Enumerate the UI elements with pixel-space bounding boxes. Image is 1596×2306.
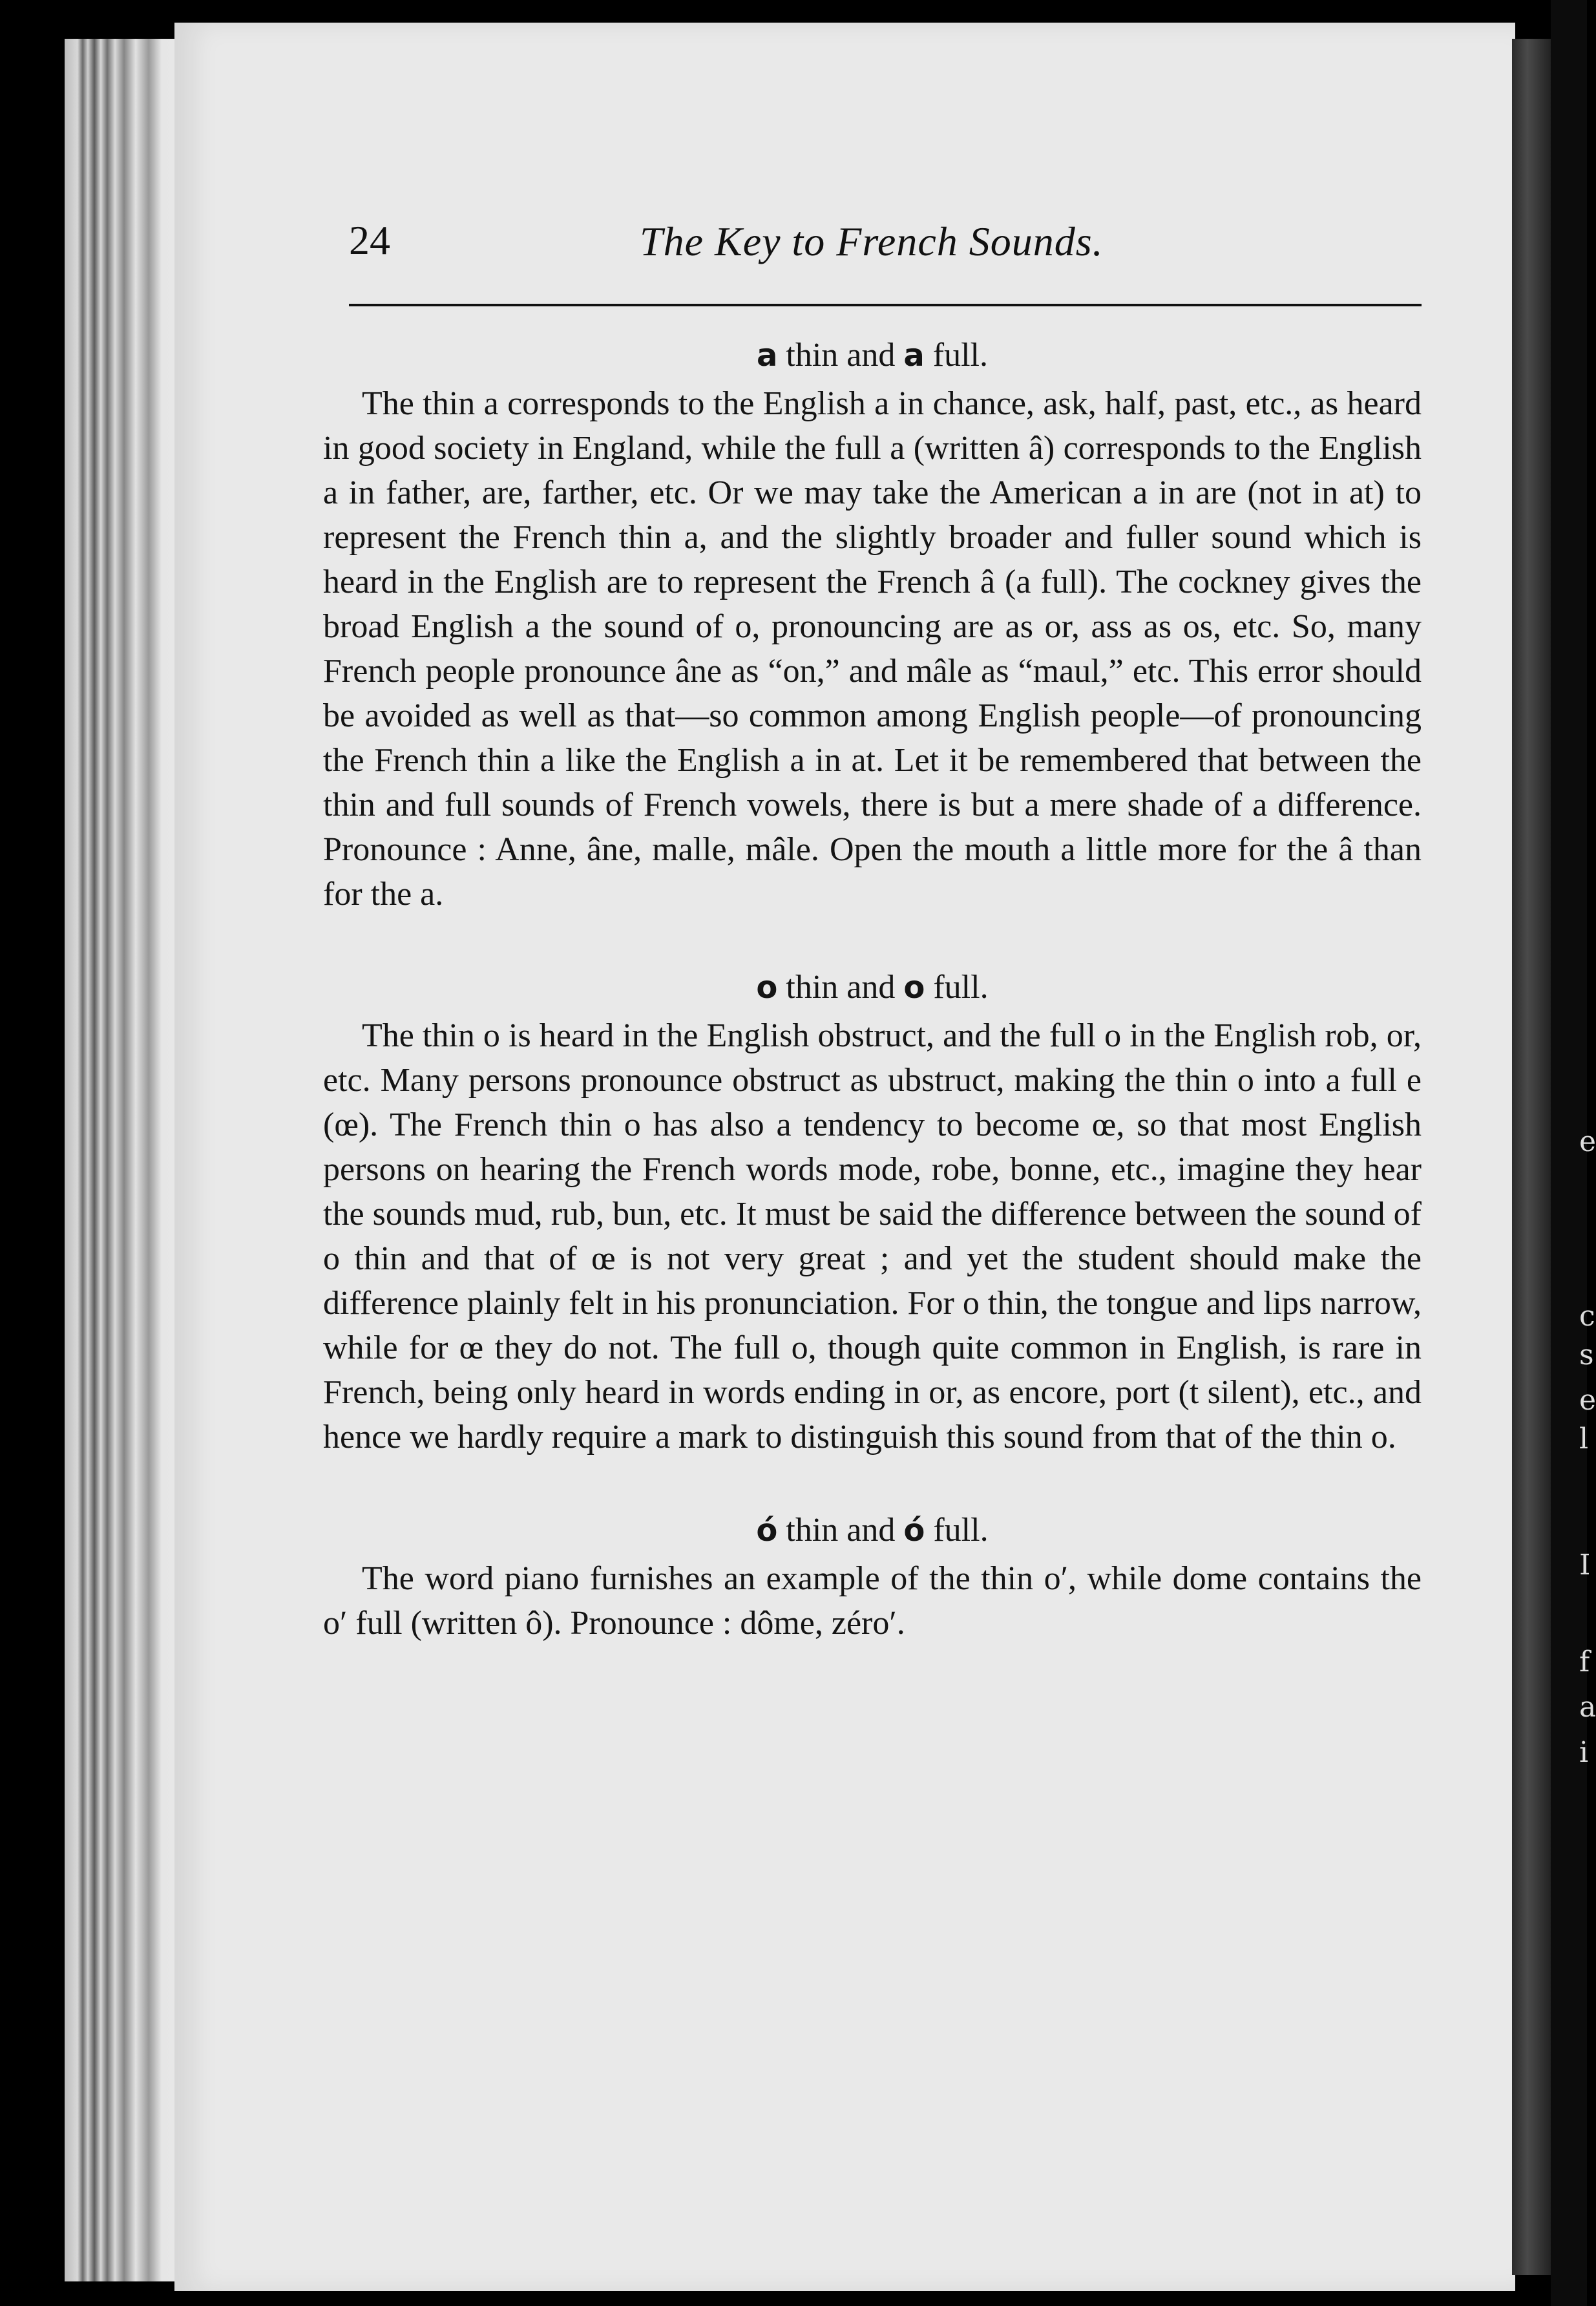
margin-glyph: e (1579, 1125, 1596, 1158)
margin-glyph: c (1579, 1300, 1595, 1333)
paragraph-o-accent: The word piano furnishes an example of the thin o′, while dome contains the o′ full (written ô). Pronounce : dôme, zéro′. (323, 1560, 1422, 1642)
section-heading-o-accent: ó thin and ó full. (756, 1512, 989, 1549)
page-body (323, 330, 1422, 1645)
facing-page-strip (1551, 0, 1596, 2306)
margin-glyph: s (1579, 1338, 1594, 1371)
margin-glyph: a (1579, 1691, 1596, 1724)
margin-glyph: l (1579, 1423, 1589, 1455)
section-heading-a: a thin and a full. (757, 337, 988, 374)
margin-glyph: I (1579, 1549, 1591, 1581)
header-rule (349, 304, 1422, 306)
section-heading-o: o thin and o full. (756, 969, 989, 1006)
page-header (349, 217, 1422, 288)
margin-glyph: e (1579, 1384, 1596, 1417)
margin-glyph: i (1579, 1736, 1589, 1769)
binding-gutter (1512, 39, 1551, 2275)
paragraph-a: The thin a corresponds to the English a in chance, ask, half, past, etc., as heard in good society in England, while the full a (written â) corresponds to the English a in father, are, farther, etc. Or we may take the American a in are (not in at) to represent the French thin a, and the slightly broader and fuller sound which is heard in the English are to represent the French â (a full). The cockney gives the broad English a the sound of o, pronouncing are as or, ass as os, etc. So, many French people pronounce âne as “on,” and mâle as “maul,” etc. This error should be avoided as well as that—so common among English people—of pronouncing the French thin a like the English a in at. Let it be remembered that between the thin and full sounds of French vowels, there is but a mere shade of a difference. Pronounce : Anne, âne, malle, mâle. Open the mouth a little more for the â than for the a. (323, 385, 1422, 913)
running-title: The Key to French Sounds. (640, 218, 1104, 264)
page-number: 24 (349, 217, 390, 263)
margin-glyph: f (1579, 1645, 1590, 1678)
paragraph-o: The thin o is heard in the English obstruct, and the full o in the English rob, or, etc. Many persons pronounce obstruct as ubstruct, making the thin o into a full e (œ). The French thin o has also a tendency to become œ, so that most English persons on hearing the French words mode, robe, bonne, etc., imagine they hear the sounds mud, rub, bun, etc. It must be said the difference between the sound of o thin and that of œ is not very great ; and yet the student should make the difference plainly felt in his pronunciation. For o thin, the tongue and lips narrow, while for œ they do not. The full o, though quite common in English, is rare in French, being only heard in words ending in or, as encore, port (t silent), etc., and hence we hardly require a mark to distinguish this sound from that of the thin o. (323, 1017, 1422, 1455)
